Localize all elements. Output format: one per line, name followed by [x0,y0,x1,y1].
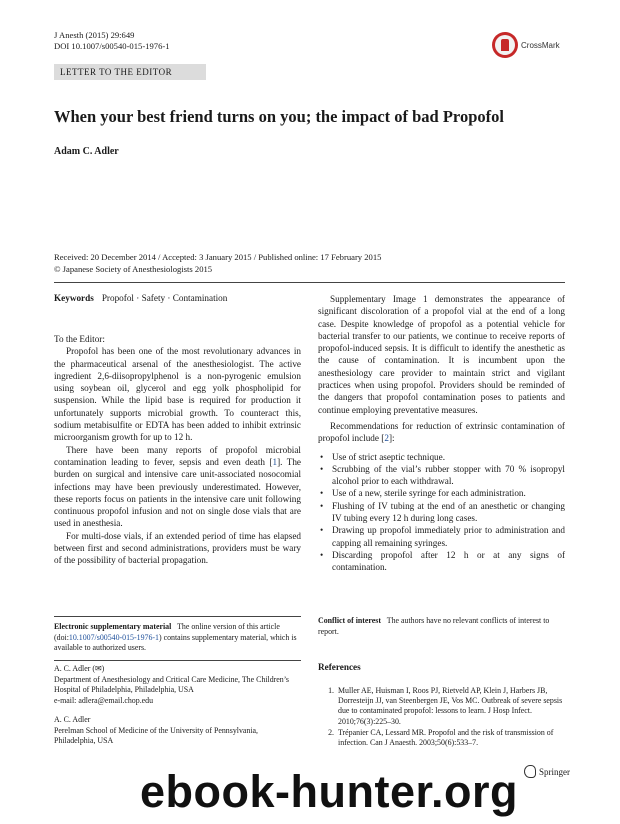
affiliation-divider [54,660,301,661]
journal-citation [54,30,170,52]
coi-text: The authors have no relevant conflicts of interest to report. [318,616,550,636]
affiliation-1-department: Department of Anesthesiology and Critical Care Medicine, The Children’s Hospital of Philadelphia, Philadelphia, USA [54,674,289,695]
affiliation-1-email[interactable]: e-mail: adlera@email.chop.edu [54,695,154,705]
supplementary-note [54,622,301,654]
springer-horse-icon [524,765,536,778]
citation-link-1[interactable]: 1 [272,456,278,467]
reference-item [318,728,565,748]
affiliation-2-name: A. C. Adler [54,715,91,724]
left-column-body [54,333,301,567]
reference-number: 1. [328,686,334,695]
journal-issue: J Anesth (2015) 29:649 [54,30,135,40]
esm-label: Electronic supplementary material [54,622,172,631]
references-heading: References [318,662,361,672]
paragraph-2 [54,444,301,530]
affiliation-2-department: Perelman School of Medicine of the University of Pennsylvania, Philadelphia, USA [54,725,259,746]
list-item: • Discarding propofol after 12 h or at any signs of contamination. [332,549,565,574]
affiliation-1 [54,664,301,706]
publisher-name: Springer [539,766,570,777]
keywords-list: Propofol · Safety · Contamination [101,293,228,303]
paragraph-5-text-b: ]: [388,433,395,444]
footnote-divider [54,616,301,617]
paragraph-1: Propofol has been one of the most revolutionary advances in the pharmaceutical arsenal of the anesthesiologist. The active ingredient 2,6-diisopropylphenol is a non-pyrogenic emulsion using soybean oil, glycerol and egg yolk phospholipid for suspension. While the lipid base is required for production it unfortunately supports microbial growth. To counteract this, sodium metabisulfite or EDTA has been added to inhibit extrinsic microorganism growth for up to 12 h. [54,346,301,443]
citation-link-2[interactable]: 2 [384,433,389,444]
keywords-label: Keywords [54,293,94,303]
list-item: • Flushing of IV tubing at the end of an anesthetic or changing IV tubing every 12 h during long cases. [332,500,565,525]
author-name: Adam C. Adler [54,146,119,157]
affiliation-1-name: A. C. Adler (✉) [54,664,105,673]
paragraph-5 [318,420,565,445]
publication-history: Received: 20 December 2014 / Accepted: 3 January 2015 / Published online: 17 February 2015 [54,252,382,262]
paragraph-3: For multi-dose vials, if an extended period of time has elapsed between first and second administrations, providers must be wary of the possibility of bacterial propagation. [54,530,301,566]
list-item: • Scrubbing of the vial’s rubber stopper with 70 % isopropyl alcohol prior to each withdrawal. [332,463,565,488]
reference-text: Muller AE, Huisman I, Roos PJ, Rietveld AP, Klein J, Harbers JB, Dorresteijn JJ, van Steenbergen JE, Vos MC. Outbreak of severe sepsis due to contaminated propofol: lessons to learn. J Hosp Infect. 2010;76(3):225–30. [338,686,563,726]
keywords [54,293,227,303]
watermark: ebook-hunter.org [140,766,518,817]
recommendations-list [318,451,565,574]
article-title: When your best friend turns on you; the impact of bad Propofol [54,107,504,126]
crossmark-label: CrossMark [521,40,560,50]
list-item: • Use of a new, sterile syringe for each administration. [332,487,565,499]
reference-number: 2. [328,727,334,737]
esm-text-a: The online version of this article (doi: [54,622,280,642]
paragraph-2-text-a: There have been many reports of propofol microbial contamination leading to fever, sepsis and even death [ [54,444,301,467]
references-list [318,686,565,749]
header-divider [54,282,565,283]
right-column-body [318,293,565,574]
article-dates [54,252,574,275]
reference-item [318,686,565,727]
copyright-line: © Japanese Society of Anesthesiologists 2015 [54,263,213,274]
paragraph-4: Supplementary Image 1 demonstrates the appearance of significant discoloration of a propofol vial at the end of a long case. Despite knowledge of propofol as a potential vehicle for bacterial transfer to our patients, we continue to receive reports of propofol-induced sepsis. It is difficult to identify the anesthetic as the cause of contamination. It is incumbent upon the anesthesiology care provider to maintain strict and vigilant practices when using propofol. Providers should be reminded of the dangers that propofol contamination poses to patients and continue employing preventative measures. [318,294,565,415]
section-label: LETTER TO THE EDITOR [60,67,173,77]
affiliation-2 [54,715,301,747]
coi-label: Conflict of interest [318,616,381,625]
salutation: To the Editor: [54,334,105,344]
journal-doi: DOI 10.1007/s00540-015-1976-1 [54,41,170,51]
list-item: • Use of strict aseptic technique. [332,451,565,463]
paragraph-5-text-a: Recommendations for reduction of extrinsic contamination of propofol include [ [318,420,565,444]
crossmark-badge[interactable] [492,32,572,58]
list-item: • Drawing up propofol immediately prior to administration and capping all remaining syringes. [332,524,565,549]
esm-doi-link[interactable]: 10.1007/s00540-015-1976-1 [68,632,159,642]
paragraph-2-text-b: ]. The burden on surgical and intensive care unit-associated nosocomial infections may have been previously underestimated. However, these reports focus on patients in the intensive care unit following continuous propofol infusion and not on single dose vials that are used in anesthesia. [54,456,301,529]
reference-text: Trépanier CA, Lessard MR. Propofol and the risk of transmission of infection. Can J Anaesth. 2003;50(6):533–7. [338,727,554,748]
conflict-of-interest [318,616,565,637]
crossmark-icon [492,32,518,58]
esm-text-b: ) contains supplementary material, which is available to authorized users. [54,632,297,653]
publisher-logo [524,765,570,778]
